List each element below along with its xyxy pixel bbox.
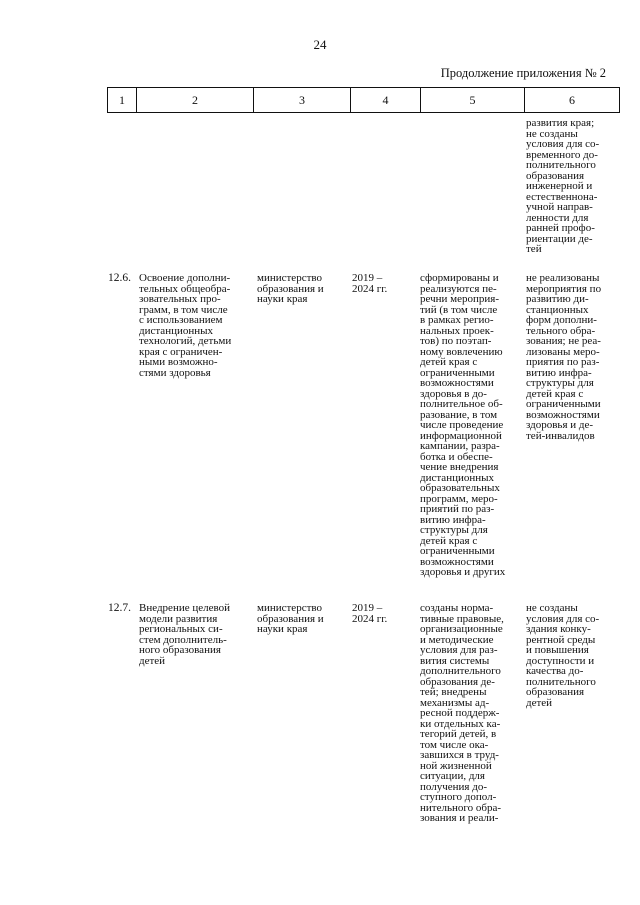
row-number: 12.7. — [108, 602, 131, 614]
table-header-row — [107, 87, 620, 113]
measure-name: Внедрение целевой модели развития региональных си- стем дополнитель- ного образования детей — [139, 602, 230, 667]
responsible-body: министерство образования и науки края — [257, 272, 324, 305]
expected-result: сформированы и реализуются пе- речни мероприя- тий (в том числе в рамках регио- нальных проек- тов) по поэтап- ному вовлечению детей края с ограниченными возможностями здоровья в до- полнительное об- разование, в том числе проведение информационной кампании, разра- ботка и обеспе- чение внедрения дистанционных образовательных программ, меро- приятий по раз- витию инфра- структуры для детей края с ограниченными возможностями здоровья и других — [420, 272, 506, 578]
expected-result: созданы норма- тивные правовые, организационные и методические условия для раз- вития системы дополнительного образования де- тей; внедрены механизмы ад- ресной поддерж- ки отдельных ка- тегорий детей, в том числе ока- завшихся в труд- ной жизненной ситуации, для получения до- ступного допол- нительного обра- зования и реали- — [420, 602, 504, 824]
header-col-1: 1 — [108, 88, 137, 112]
header-col-4: 4 — [351, 88, 421, 112]
header-col-6: 6 — [569, 92, 575, 107]
continuation-col6: развития края; не созданы условия для со- временного до- полнительного образования инженерной и естественнона- учной направ- ленности для ранней профо- риентации де- тей — [526, 117, 600, 255]
row-number: 12.6. — [108, 272, 131, 284]
implementation-period: 2019 – 2024 гг. — [352, 602, 388, 625]
appendix-note: Продолжение приложения № 2 — [440, 66, 606, 80]
header-col-2: 2 — [137, 88, 254, 112]
consequences-of-failure: не реализованы мероприятия по развитию ди- станционных форм дополни- тельного обра- зования; не реа- лизованы меро- приятия по раз- витию инфра- структуры для детей края с ограниченными возможностями здоровья и де- тей-инвалидов — [526, 272, 602, 442]
header-col-3: 3 — [254, 88, 351, 112]
consequences-of-failure: не созданы условия для со- здания конку- рентной среды и повышения доступности и качества до- полнительного образования детей — [526, 602, 600, 709]
implementation-period: 2019 – 2024 гг. — [352, 272, 388, 295]
measure-name: Освоение дополни- тельных общеобра- зовательных про- грамм, в том числе с использованием дистанционных технологий, детьми края с ограничен- ными возможно- стями здоровья — [139, 272, 232, 379]
page-number: 24 — [313, 37, 327, 52]
header-col-5: 5 — [421, 88, 525, 112]
responsible-body: министерство образования и науки края — [257, 602, 324, 635]
